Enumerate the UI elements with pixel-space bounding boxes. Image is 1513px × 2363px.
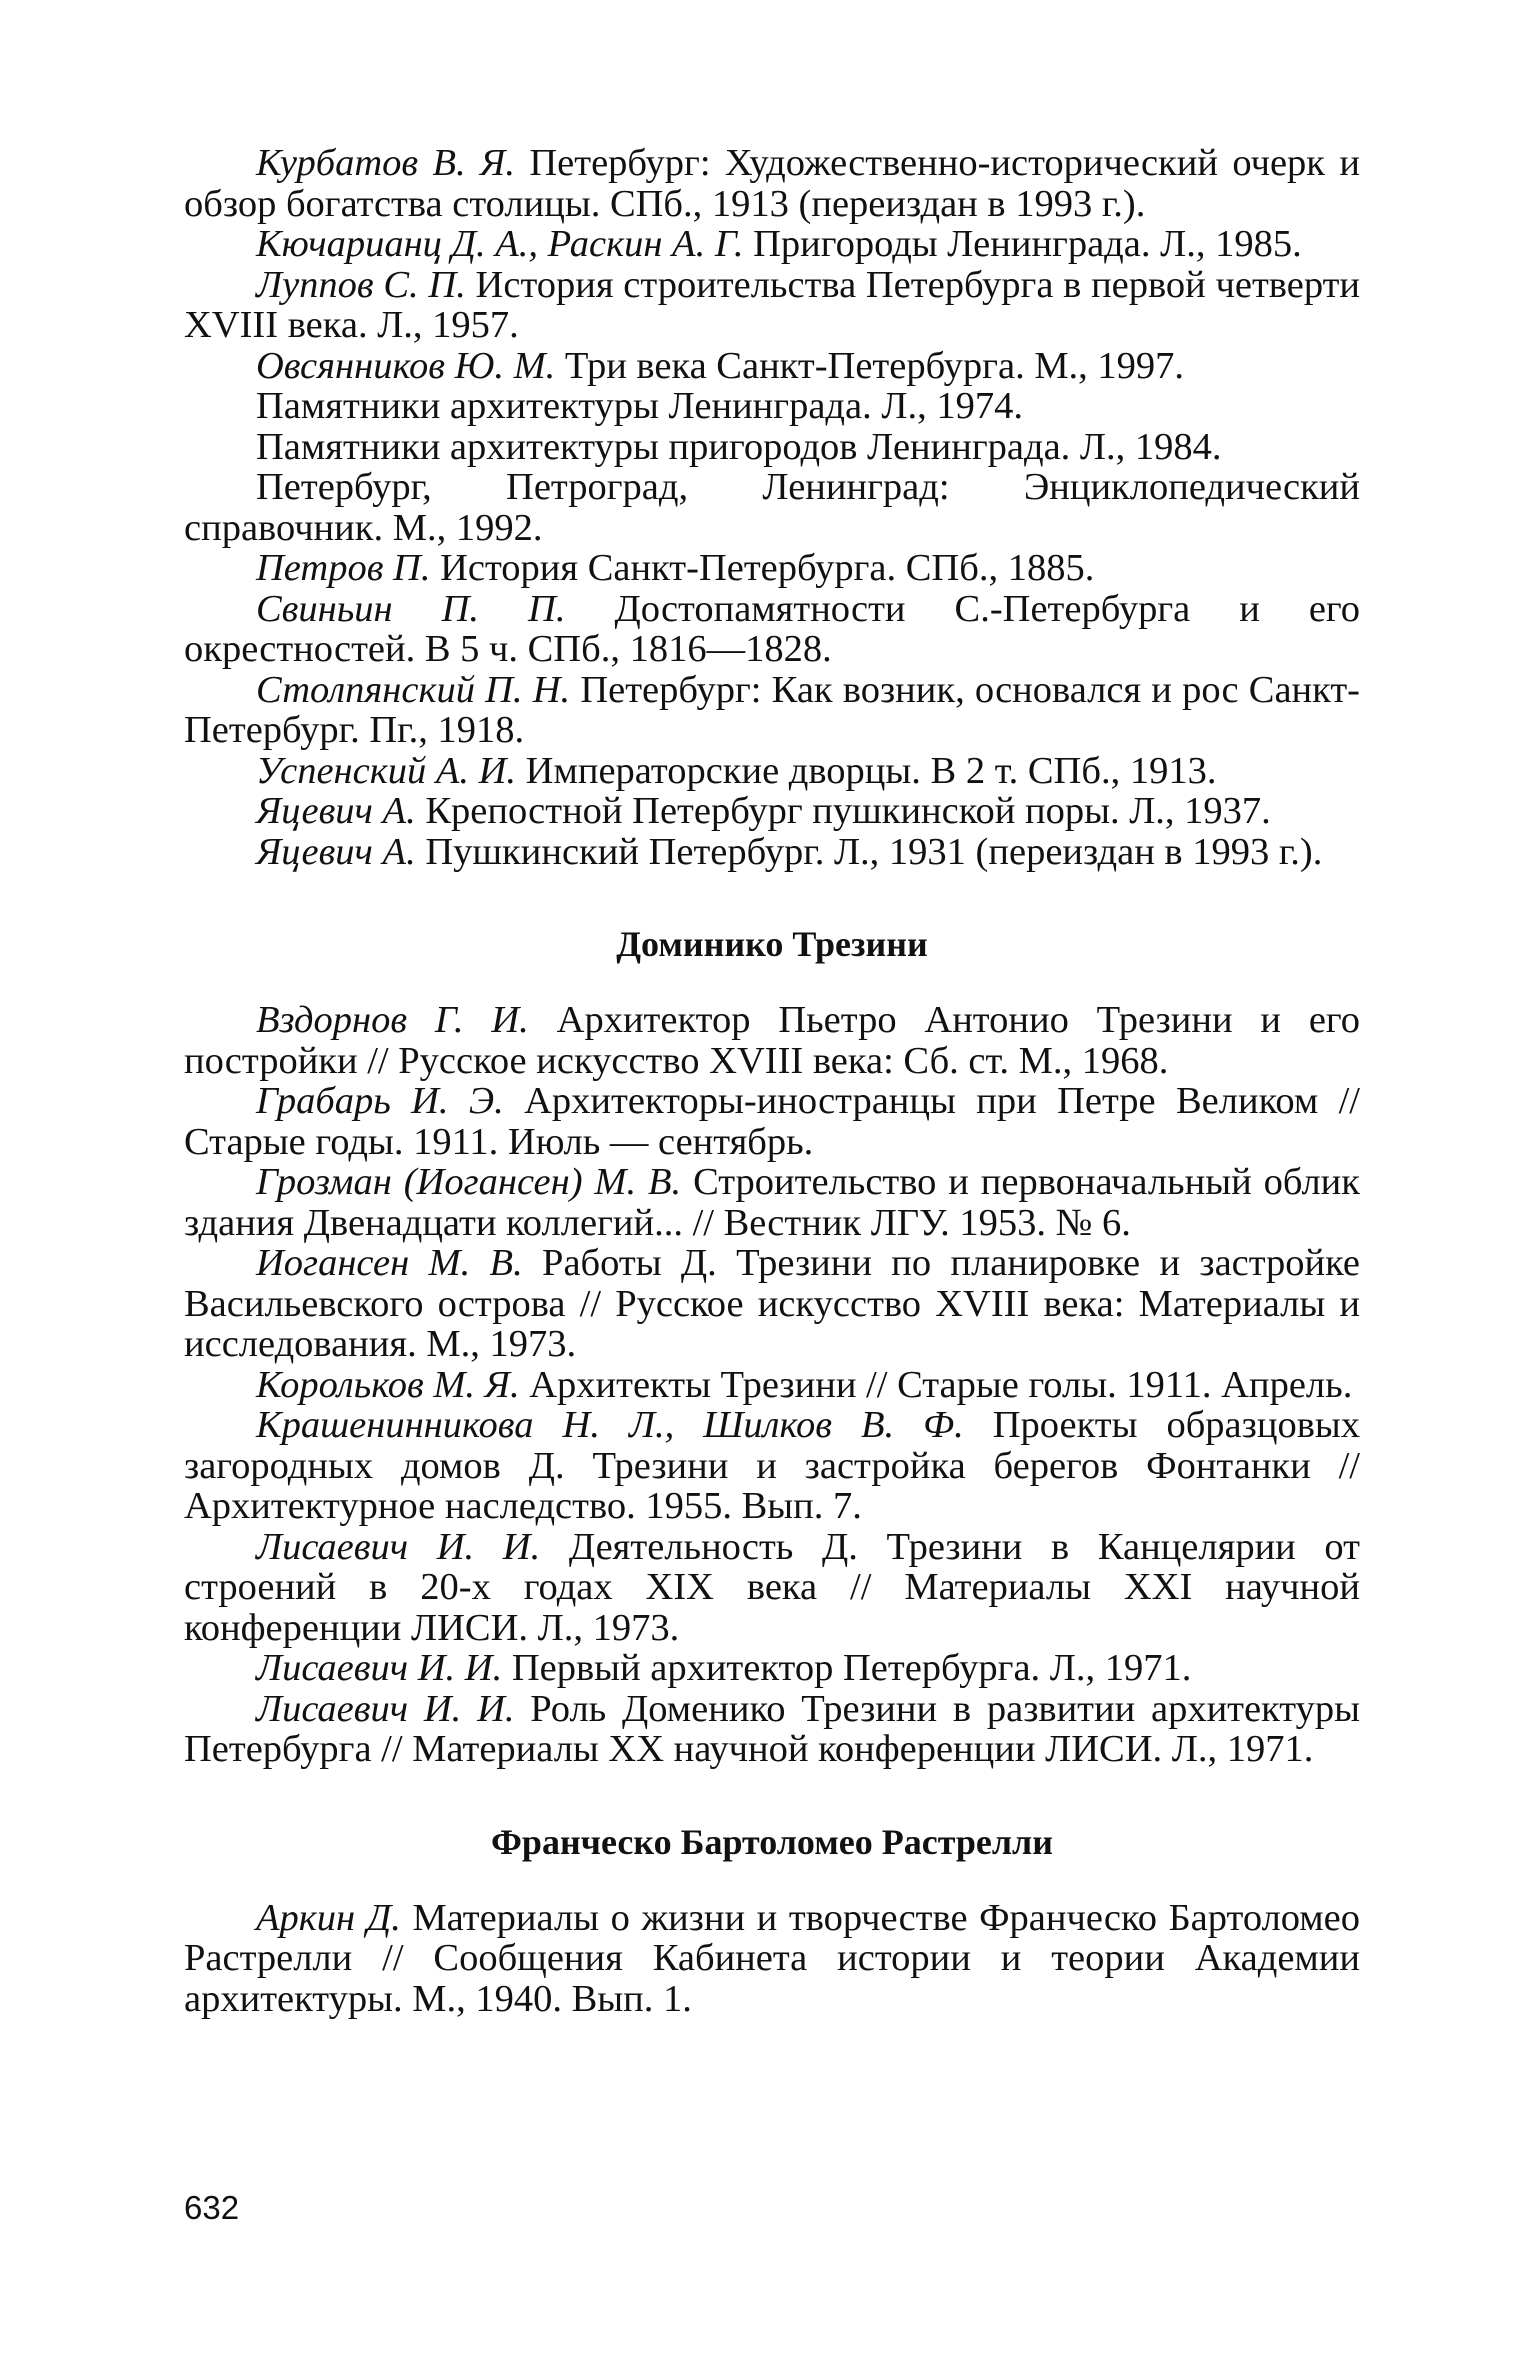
entry-text: Пригороды Ленинграда. Л., 1985. (743, 223, 1302, 265)
entry-author: Иогансен М. В. (256, 1242, 523, 1284)
entry-text: Архитекторы-иностранцы при Петре Великом // Старые годы. 1911. Июль — сентябрь. (184, 1080, 1360, 1163)
entry-text: Достопамятности С.-Петербурга и его окрестностей. В 5 ч. СПб., 1816—1828. (184, 587, 1361, 670)
bib-entry (184, 1648, 1360, 1689)
entry-author: Яцевич А. (256, 790, 416, 832)
bib-entry (184, 1689, 1360, 1770)
entry-author: Яцевич А. (256, 830, 416, 873)
entry-author: Овсянников Ю. М. (256, 344, 556, 387)
entry-text: Материалы о жизни и творчестве Франческо Бартоломео Растрелли // Сообщения Кабинета истории и теории Академии архитектуры. М., 1940. Вып. 1. (184, 1896, 1360, 2020)
entry-text: Пушкинский Петербург. Л., 1931 (переиздан в 1993 г.). (415, 830, 1323, 873)
bib-entry (184, 1081, 1360, 1162)
entry-text: Императорские дворцы. В 2 т. СПб., 1913. (516, 749, 1217, 792)
entry-author: Корольков М. Я. (256, 1363, 520, 1406)
entry-text: Памятники архитектуры Ленинграда. Л., 1974. (256, 385, 1023, 427)
section-trezzini (184, 1000, 1360, 1770)
bib-entry (184, 548, 1360, 589)
entry-text: Проекты образцовых загородных домов Д. Трезини и застройка берегов Фонтанки // Архитектурное наследство. 1955. Вып. 7. (184, 1404, 1360, 1527)
entry-author: Вздорнов Г. И. (256, 999, 529, 1041)
bib-entry (184, 1243, 1360, 1365)
bib-entry (184, 143, 1360, 224)
entry-text: Архитекты Трезини // Старые голы. 1911. Апрель. (519, 1363, 1353, 1406)
entry-author: Свиньин П. П. (256, 587, 566, 630)
section-spacer (184, 872, 1360, 924)
bib-entry (184, 589, 1360, 670)
bib-entry (184, 751, 1360, 792)
entry-text: Крепостной Петербург пушкинской поры. Л., 1937. (415, 790, 1271, 832)
entry-author: Столпянский П. Н. (256, 668, 571, 711)
entry-text: Памятники архитектуры пригородов Ленинграда. Л., 1984. (256, 425, 1222, 468)
entry-author: Лисаевич И. И. (256, 1687, 515, 1730)
bib-entry (184, 1527, 1360, 1649)
bibliography (184, 143, 1360, 2019)
entry-author: Грозман (Иогансен) М. В. (256, 1161, 682, 1203)
bib-entry (184, 386, 1360, 427)
section-spacer (184, 1770, 1360, 1822)
bib-entry (184, 346, 1360, 387)
bib-entry (184, 670, 1360, 751)
section-heading: Доминико Трезини (616, 924, 928, 964)
entry-author: Аркин Д. (256, 1896, 401, 1939)
entry-text: Петербург: Как возник, основался и рос Санкт-Петербург. Пг., 1918. (184, 668, 1360, 751)
entry-text: Первый архитектор Петербурга. Л., 1971. (502, 1647, 1192, 1689)
entry-author: Лисаевич И. И. (256, 1647, 503, 1689)
entry-text: История Санкт-Петербурга. СПб., 1885. (430, 547, 1095, 589)
section-spacer (184, 1862, 1360, 1898)
bib-entry (184, 265, 1360, 346)
section-general (184, 143, 1360, 872)
entry-author: Курбатов В. Я. (256, 142, 515, 184)
section-heading: Франческо Бартоломео Растрелли (491, 1821, 1053, 1862)
bib-entry (184, 1365, 1360, 1406)
bib-entry (184, 832, 1360, 873)
section-rastrelli (184, 1898, 1360, 2020)
entry-text: Петербург, Петроград, Ленинград: Энциклопедический справочник. М., 1992. (184, 466, 1360, 549)
entry-author: Успенский А. И. (256, 749, 517, 792)
entry-text: Строительство и первоначальный облик здания Двенадцати коллегий... // Вестник ЛГУ. 1953. № 6. (184, 1161, 1360, 1244)
entry-text: Роль Доменико Трезини в развитии архитектуры Петербурга // Материалы XX научной конференции ЛИСИ. Л., 1971. (184, 1687, 1360, 1770)
bib-entry (184, 1162, 1360, 1243)
bib-entry (184, 1898, 1360, 2020)
entry-text: Петербург: Художественно-исторический очерк и обзор богатства столицы. СПб., 1913 (переиздан в 1993 г.). (184, 142, 1360, 225)
entry-author: Крашенинникова Н. Л., Шилков В. Ф. (256, 1404, 964, 1446)
entry-author: Петров П. (256, 547, 431, 589)
entry-text: Деятельность Д. Трезини в Канцелярии от строений в 20-х годах XIX века // Материалы XXI научной конференции ЛИСИ. Л., 1973. (184, 1525, 1360, 1649)
entry-text: Три века Санкт-Петербурга. М., 1997. (555, 344, 1185, 387)
entry-text: История строительства Петербурга в первой четверти XVIII века. Л., 1957. (184, 263, 1361, 346)
bib-entry (184, 1000, 1360, 1081)
section-spacer (184, 964, 1360, 1000)
entry-author: Грабарь И. Э. (256, 1080, 504, 1122)
bib-entry (184, 791, 1360, 832)
bib-entry (184, 467, 1360, 548)
entry-text: Работы Д. Трезини по планировке и застройке Васильевского острова // Русское искусство XVIII века: Материалы и исследования. М., 1973. (184, 1242, 1360, 1365)
page-number: 632 (184, 2189, 240, 2226)
entry-author: Лисаевич И. И. (256, 1525, 541, 1568)
entry-text: Архитектор Пьетро Антонио Трезини и его постройки // Русское искусство XVIII века: Сб. ст. М., 1968. (184, 999, 1360, 1082)
bib-entry (184, 1405, 1360, 1527)
entry-author: Луппов С. П. (256, 263, 466, 306)
bib-entry (184, 427, 1360, 468)
entry-author: Кючарианц Д. А., Раскин А. Г. (256, 223, 744, 265)
bib-entry (184, 224, 1360, 265)
